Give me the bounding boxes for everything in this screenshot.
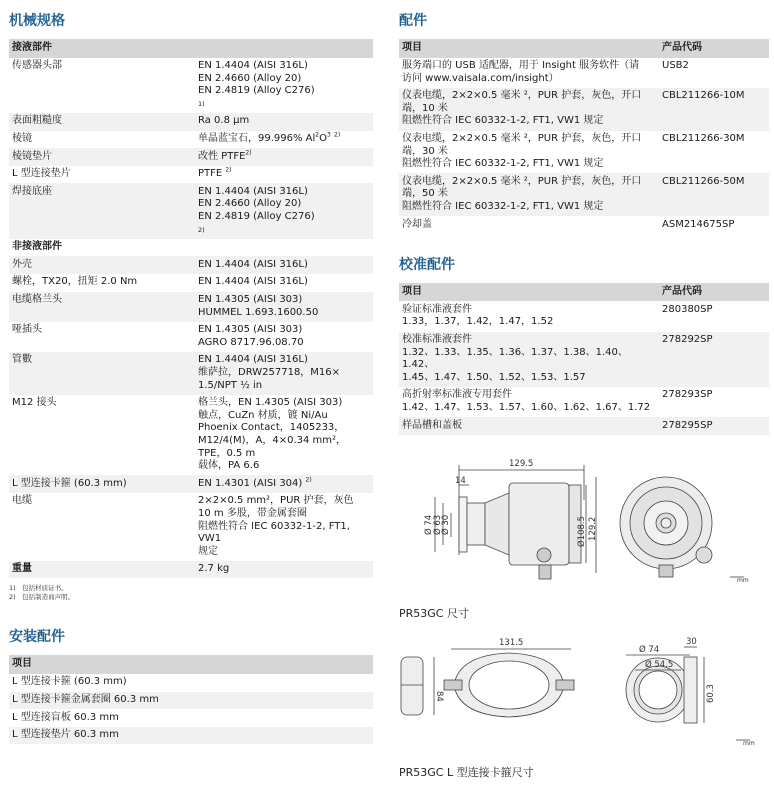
dim-74-clamp: Ø 74: [639, 645, 660, 655]
dim-60-3: 60.3: [706, 684, 716, 703]
table-row: 服务端口的 USB 适配器，用于 Insight 服务软件（请 访问 www.vaisala.com/insight） USB2: [402, 60, 689, 84]
table-row: 电缆 2×2×0.5 mm²，PUR 护套，灰色 10 m 多股，带金属套圈 阻燃性符合 IEC 60332-1-2, FT1, VW1 规定: [12, 495, 354, 557]
dim-84: 84: [434, 691, 444, 702]
mechanical-spec-title: 机械规格: [9, 13, 65, 29]
accessories-title: 配件: [399, 13, 427, 29]
clamp-dimension-drawing: [399, 635, 769, 750]
table-row: 校准标准液套件 1.32、1.33、1.35、1.36、1.37、1.38、1.40、1.42、 1.45、1.47、1.50、1.52、1.53、1.57 278292SP: [399, 332, 769, 387]
table-row: 表面粗糙度 Ra 0.8 μm: [9, 113, 373, 131]
table-row: 仪表电缆，2×2×0.5 毫米 ²，PUR 护套，灰色，开口 端，50 米 阻燃性符合 IEC 60332-1-2, FT1, VW1 规定 CBL211266-50M: [399, 173, 769, 216]
table-row: 螺栓，TX20，扭矩 2.0 Nm EN 1.4404 (AISI 316L): [12, 276, 308, 288]
table-row: 重量 2.7 kg: [9, 561, 373, 579]
dim-108-5: Ø108.5: [577, 515, 587, 547]
table-row: 电缆格兰头 EN 1.4305 (AISI 303) HUMMEL 1.693.1600.50: [9, 292, 373, 322]
table-row: 高折射率标准液专用套件 1.42、1.47、1.53、1.57、1.60、1.62、1.67、1.72 278293SP: [402, 389, 713, 413]
dim-63: Ø 63: [433, 514, 443, 535]
dim-14: 14: [455, 476, 466, 486]
table-row: 样品槽和盖板 278295SP: [399, 417, 769, 435]
dim-74: Ø 74: [424, 514, 434, 535]
table-row: 验证标准液套件 1.33，1.37，1.42，1.47，1.52 280380SP: [402, 303, 713, 328]
table-row: 棱镜垫片 改性 PTFE$^{2)}$: [9, 148, 373, 166]
table-row: 仪表电缆，2×2×0.5 毫米 ²，PUR 护套，灰色，开口 端，30 米 阻燃性符合 IEC 60332-1-2, FT1, VW1 规定 CBL211266-30M: [402, 133, 745, 170]
table-row: M12 接头 格兰头，EN 1.4305 (AISI 303) 触点，CuZn 材质，镀 Ni/Au Phoenix Contact，1405233， M12/4(M)，A，4×0.34 mm²， TPE，0.5 m 载体，PA 6.6: [12, 397, 347, 472]
table-row: L 型连接垫片 PTFE $^{2)}$: [12, 166, 232, 180]
table-row: 焊接底座 EN 1.4404 (AISI 316L) EN 2.4660 (Alloy 20) EN 2.4819 (Alloy C276) 2): [9, 183, 373, 238]
unit-label: mm: [737, 577, 749, 584]
clamp-drawing-caption: PR53GC L 型连接卡箍尺寸: [399, 766, 534, 779]
wetted-header: 接液部件: [9, 39, 373, 58]
nonwetted-header: 非接液部件: [9, 239, 373, 257]
calibration-accessories-table: 项目 产品代码 验证标准液套件 1.33，1.37，1.42，1.47，1.52 280380SP 校准标准液套件 1.32、1.33、1.35、1.36、1.37、1.38、1.40、1.42、 1.45、1.47、1.50、1.52、1.53、1.57 278292SP 高折射率标准液专用套件 1.42、1.47、1.53、1.57、1.60、1.62、1.67、1.72 278293SP 样品槽和盖板 278295SP: [399, 283, 769, 435]
dim-30-clamp: 30: [686, 637, 697, 647]
sensor-drawing-caption: PR53GC 尺寸: [399, 607, 469, 620]
table-row: 棱镜 单晶蓝宝石，99.996% $Al^2O^3$ $^{2)}$: [12, 131, 341, 145]
list-item: L 型连接盲板 60.3 mm: [12, 711, 119, 723]
unit-label-2: mm: [743, 740, 755, 747]
list-item: L 型连接卡箍 (60.3 mm): [12, 676, 127, 688]
table-row: 仪表电缆，2×2×0.5 毫米 ²，PUR 护套，灰色，开口 端，10 米 阻燃性符合 IEC 60332-1-2, FT1, VW1 规定 CBL211266-10M: [399, 88, 769, 131]
right-column: [399, 0, 769, 779]
table-row: 外壳 EN 1.4404 (AISI 316L): [9, 256, 373, 274]
table-row: 冷却盖 ASM214675SP: [402, 218, 735, 230]
sensor-dimension-drawing: [399, 455, 769, 595]
calibration-accessories-title: 校准配件: [399, 256, 455, 273]
dim-131-5: 131.5: [499, 638, 524, 648]
table-row: 管數 EN 1.4404 (AISI 316L) 维萨拉，DRW257718，M16× 1.5/NPT ½ in: [9, 352, 373, 395]
list-item: L 型连接垫片 60.3 mm: [9, 727, 373, 745]
table-row: 传感器头部 EN 1.4404 (AISI 316L) EN 2.4660 (Alloy 20) EN 2.4819 (Alloy C276) 1): [12, 60, 315, 108]
list-item: L 型连接卡箍金属套圈 60.3 mm: [9, 692, 373, 710]
dim-54-5: Ø 54.5: [645, 660, 674, 670]
dim-129-5: 129.5: [509, 459, 534, 469]
table-row: L 型连接卡箍 (60.3 mm) EN 1.4301 (AISI 304) $^{2)}$: [9, 475, 373, 493]
install-accessories-table: 项目 L 型连接卡箍 (60.3 mm) L 型连接卡箍金属套圈 60.3 mm L 型连接盲板 60.3 mm L 型连接垫片 60.3 mm: [9, 655, 373, 744]
footnotes: 1) 包括材质证书。 2) 包括制造商声明。: [9, 584, 75, 601]
table-row: 哑插头 EN 1.4305 (AISI 303) AGRO 8717.96.08.70: [12, 324, 304, 348]
left-column: [9, 0, 373, 744]
install-accessories-title: 安装配件: [9, 629, 65, 646]
dim-30: Ø 30: [441, 514, 451, 535]
accessories-table: 项目 产品代码 服务端口的 USB 适配器，用于 Insight 服务软件（请 访问 www.vaisala.com/insight） USB2 仪表电缆，2×2×0.5 毫米 ²，PUR 护套，灰色，开口 端，10 米 阻燃性符合 IEC 60332-1-2, FT1, VW1 规定 CBL211266-10M 仪表电缆，2×2×0.5 毫米 ²，PUR 护套，灰色，开口 端，30 米 阻燃性符合 IEC 60332-1-2, FT1, VW1 规定 CBL211266-30M 仪表电缆，2×2×0.5 毫米 ²，PUR 护套，灰色，开口 端，50 米 阻燃性符合 IEC 60332-1-2, FT1, VW1 规定 CBL211266-50M 冷却盖 ASM214675SP: [399, 39, 769, 234]
mechanical-spec-table: [9, 39, 373, 578]
dim-129-2: 129.2: [588, 516, 598, 541]
